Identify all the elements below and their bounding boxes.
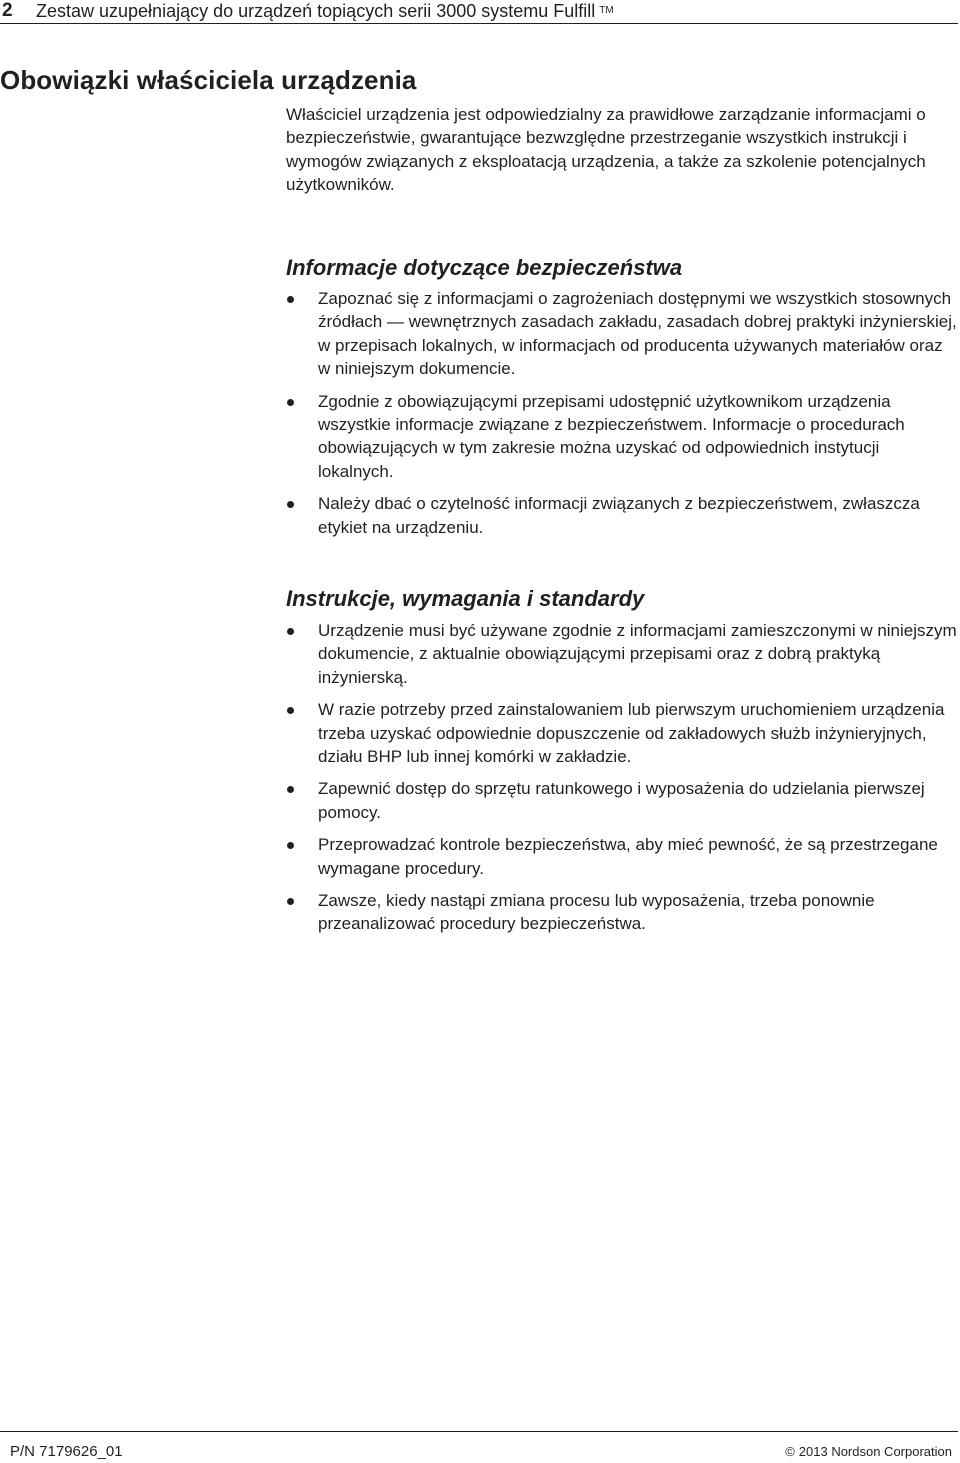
copyright-text: 2013 Nordson Corporation bbox=[798, 1444, 952, 1459]
list-item-text: Zgodnie z obowiązującymi przepisami udostępnić użytkownikom urządzenia wszystkie informacje związane z bezpieczeństwem. Informacje o procedurach obowiązujących w tym zakresie można uzyskać od odpowiednich instytucji lokalnych. bbox=[318, 391, 905, 481]
bullet-icon bbox=[287, 898, 294, 905]
part-number: P/N 7179626_01 bbox=[10, 1443, 123, 1460]
list-item-text: Należy dbać o czytelność informacji związanych z bezpieczeństwem, zwłaszcza etykiet na urządzeniu. bbox=[318, 494, 920, 537]
intro-paragraph: Właściciel urządzenia jest odpowiedzialny za prawidłowe zarządzanie informacjami o bezpieczeństwie, gwarantujące bezwzględne przestrzeganie wszystkich instrukcji i wymogów związanych z eksploatacją urządzenia, a także za szkolenie potencjalnych użytkowników. bbox=[286, 105, 926, 194]
bullet-icon bbox=[287, 501, 294, 508]
list-item bbox=[286, 390, 958, 484]
bullet-icon bbox=[287, 786, 294, 793]
copyright-notice bbox=[785, 1443, 952, 1461]
page-header bbox=[0, 0, 960, 22]
safety-info-heading: Informacje dotyczące bezpieczeństwa bbox=[286, 255, 683, 280]
bullet-icon bbox=[287, 707, 294, 714]
list-item bbox=[286, 619, 958, 689]
running-title bbox=[36, 0, 614, 23]
trademark-mark: TM bbox=[599, 5, 614, 16]
copyright-icon: © bbox=[785, 1444, 795, 1459]
list-item bbox=[286, 492, 958, 539]
bullet-icon bbox=[287, 628, 294, 635]
list-item bbox=[286, 833, 958, 880]
list-item-text: Zawsze, kiedy nastąpi zmiana procesu lub wyposażenia, trzeba ponownie przeanalizować procedury bezpieczeństwa. bbox=[318, 891, 875, 934]
bullet-icon bbox=[287, 296, 294, 303]
section-title: Obowiązki właściciela urządzenia bbox=[0, 65, 417, 95]
list-item-text: Przeprowadzać kontrole bezpieczeństwa, aby mieć pewność, że są przestrzegane wymagane procedury. bbox=[318, 835, 938, 878]
list-item bbox=[286, 777, 958, 824]
bullet-icon bbox=[287, 399, 294, 406]
instructions-heading: Instrukcje, wymagania i standardy bbox=[286, 586, 645, 611]
instructions-list bbox=[286, 619, 958, 945]
list-item bbox=[286, 698, 958, 768]
list-item bbox=[286, 889, 958, 936]
list-item-text: Urządzenie musi być używane zgodnie z informacjami zamieszczonymi w niniejszym dokumencie, z aktualnie obowiązującymi przepisami oraz z dobrą praktyką inżynierską. bbox=[318, 621, 957, 687]
header-divider bbox=[0, 23, 958, 24]
list-item-text: Zapewnić dostęp do sprzętu ratunkowego i wyposażenia do udzielania pierwszej pomocy. bbox=[318, 779, 925, 822]
list-item-text: Zapoznać się z informacjami o zagrożeniach dostępnymi we wszystkich stosownych źródłach — wewnętrznych zasadach zakładu, zasadach dobrej praktyki inżynierskiej, w przepisach lokalnych, w informacjach od producenta używanych materiałów oraz w niniejszym dokumencie. bbox=[318, 289, 957, 379]
bullet-icon bbox=[287, 842, 294, 849]
list-item bbox=[286, 287, 958, 381]
footer-divider bbox=[0, 1431, 958, 1432]
list-item-text: W razie potrzeby przed zainstalowaniem lub pierwszym uruchomieniem urządzenia trzeba uzyskać odpowiednie dopuszczenie od zakładowych służb inżynieryjnych, działu BHP lub innej komórki w zakładzie. bbox=[318, 700, 945, 767]
page-number: 2 bbox=[2, 0, 13, 21]
safety-info-list bbox=[286, 287, 958, 548]
running-title-text: Zestaw uzupełniający do urządzeń topiących serii 3000 systemu Fulfill bbox=[36, 1, 596, 21]
page-footer bbox=[0, 1431, 960, 1463]
